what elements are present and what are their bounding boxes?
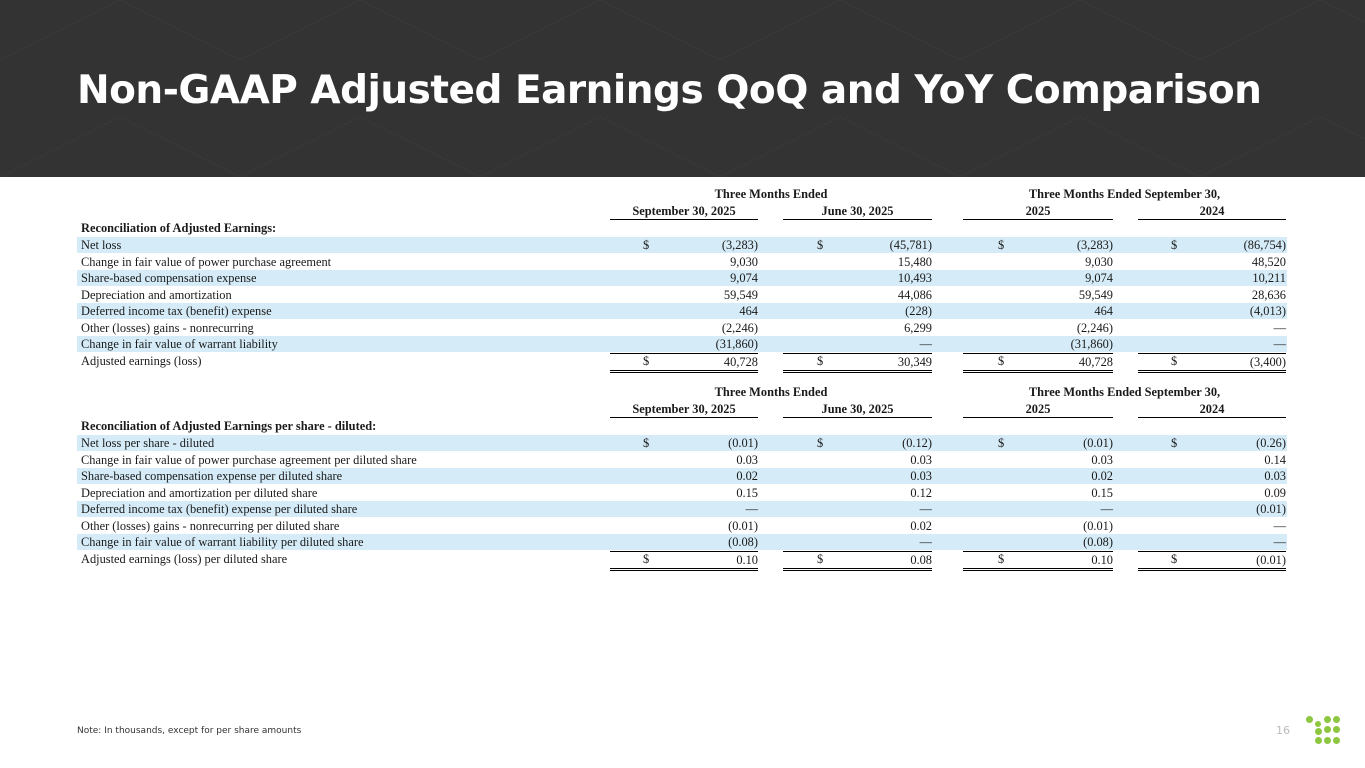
value-cell: —	[1273, 535, 1286, 549]
column-header: September 30, 2025	[610, 203, 758, 220]
row-label: Share-based compensation expense	[81, 271, 257, 285]
page-title: Non-GAAP Adjusted Earnings QoQ and YoY Comparison	[77, 68, 1262, 113]
column-header: 2024	[1138, 401, 1286, 418]
row-label: Adjusted earnings (loss) per diluted share	[81, 551, 288, 566]
value-cell: (86,754)	[1243, 238, 1286, 252]
currency-symbol: $	[643, 436, 650, 450]
column-header: 2024	[1138, 203, 1286, 220]
value-cell: —	[919, 535, 932, 549]
value-cell: (45,781)	[889, 238, 932, 252]
value-cell: 9,074	[1085, 271, 1113, 285]
currency-symbol: $	[1171, 436, 1178, 450]
company-logo	[1306, 716, 1340, 744]
value-cell: (0.01)	[1083, 436, 1113, 450]
value-cell: (4,013)	[1249, 304, 1286, 318]
row-label: Other (losses) gains - nonrecurring per diluted share	[81, 518, 340, 533]
value-cell: —	[1273, 320, 1286, 335]
value-cell: 59,549	[1078, 287, 1113, 302]
value-cell: 0.12	[910, 485, 932, 500]
value-cell: (0.12)	[902, 436, 932, 450]
section-label: Reconciliation of Adjusted Earnings:	[81, 221, 277, 235]
column-header: June 30, 2025	[783, 401, 932, 418]
row-label: Change in fair value of warrant liability per diluted share	[81, 535, 364, 549]
value-cell: (3,283)	[1076, 238, 1113, 252]
value-cell: 44,086	[897, 287, 932, 302]
value-cell: 15,480	[897, 254, 932, 269]
value-cell: (31,860)	[715, 337, 758, 351]
value-cell: 0.03	[1091, 452, 1113, 467]
value-cell: 464	[1094, 304, 1113, 318]
currency-symbol: $	[1171, 238, 1178, 252]
currency-symbol: $	[643, 551, 650, 566]
value-cell: 59,549	[723, 287, 758, 302]
page-number: 16	[1276, 724, 1290, 737]
value-cell: 40,728	[610, 353, 758, 373]
value-cell: 48,520	[1251, 254, 1286, 269]
value-cell: (0.01)	[1083, 518, 1113, 533]
currency-symbol: $	[817, 238, 824, 252]
group-header: Three Months Ended September 30,	[1028, 385, 1221, 399]
currency-symbol: $	[643, 238, 650, 252]
value-cell: —	[745, 502, 758, 516]
value-cell: (0.01)	[728, 436, 758, 450]
group-header: Three Months Ended	[714, 187, 828, 201]
value-cell: (2,246)	[1076, 320, 1113, 335]
value-cell: 9,074	[730, 271, 758, 285]
row-label: Change in fair value of warrant liability	[81, 337, 278, 351]
value-cell: —	[1273, 518, 1286, 533]
value-cell: 28,636	[1251, 287, 1286, 302]
value-cell: 9,030	[730, 254, 758, 269]
value-cell: (0.08)	[1083, 535, 1113, 549]
currency-symbol: $	[998, 436, 1005, 450]
currency-symbol: $	[1171, 551, 1178, 566]
currency-symbol: $	[817, 436, 824, 450]
value-cell: 10,493	[897, 271, 932, 285]
row-label: Net loss	[81, 238, 122, 252]
group-header: Three Months Ended September 30,	[1028, 187, 1221, 201]
value-cell: (0.01)	[728, 518, 758, 533]
row-label: Depreciation and amortization	[81, 287, 232, 302]
value-cell: 30,349	[783, 353, 932, 373]
currency-symbol: $	[998, 353, 1005, 368]
value-cell: 0.15	[736, 485, 758, 500]
footnote: Note: In thousands, except for per share amounts	[77, 726, 302, 736]
currency-symbol: $	[998, 238, 1005, 252]
value-cell: —	[919, 337, 932, 351]
value-cell: (0.01)	[1138, 551, 1286, 571]
value-cell: (0.01)	[1256, 502, 1286, 516]
currency-symbol: $	[643, 353, 650, 368]
value-cell: —	[1100, 502, 1113, 516]
value-cell: 6,299	[904, 320, 932, 335]
column-header: September 30, 2025	[610, 401, 758, 418]
value-cell: (0.26)	[1256, 436, 1286, 450]
value-cell: 0.03	[1264, 469, 1286, 483]
column-header: 2025	[963, 401, 1113, 418]
value-cell: (31,860)	[1070, 337, 1113, 351]
currency-symbol: $	[817, 551, 824, 566]
currency-symbol: $	[998, 551, 1005, 566]
value-cell: 0.15	[1091, 485, 1113, 500]
currency-symbol: $	[1171, 353, 1178, 368]
column-header: June 30, 2025	[783, 203, 932, 220]
value-cell: 9,030	[1085, 254, 1113, 269]
value-cell: (3,400)	[1138, 353, 1286, 373]
row-label: Deferred income tax (benefit) expense	[81, 304, 272, 318]
row-label: Deferred income tax (benefit) expense per diluted share	[81, 502, 358, 516]
title-banner	[0, 0, 1365, 177]
value-cell: (228)	[905, 304, 932, 318]
row-label: Change in fair value of power purchase agreement per diluted share	[81, 452, 417, 467]
currency-symbol: $	[817, 353, 824, 368]
value-cell: 0.03	[910, 452, 932, 467]
value-cell: —	[1273, 337, 1286, 351]
group-header: Three Months Ended	[714, 385, 828, 399]
row-label: Change in fair value of power purchase agreement	[81, 254, 332, 269]
value-cell: 0.02	[736, 469, 758, 483]
row-label: Net loss per share - diluted	[81, 436, 215, 450]
value-cell: 0.09	[1264, 485, 1286, 500]
value-cell: (0.08)	[728, 535, 758, 549]
row-label: Share-based compensation expense per diluted share	[81, 469, 343, 483]
value-cell: (2,246)	[721, 320, 758, 335]
row-label: Depreciation and amortization per diluted share	[81, 485, 318, 500]
section-label: Reconciliation of Adjusted Earnings per share - diluted:	[81, 419, 377, 433]
row-label: Other (losses) gains - nonrecurring	[81, 320, 254, 335]
value-cell: 0.14	[1264, 452, 1286, 467]
value-cell: 10,211	[1252, 271, 1286, 285]
value-cell: 0.10	[963, 551, 1113, 571]
value-cell: 464	[739, 304, 758, 318]
value-cell: 0.03	[910, 469, 932, 483]
row-label: Adjusted earnings (loss)	[81, 353, 202, 368]
value-cell: 0.02	[910, 518, 932, 533]
value-cell: 0.03	[736, 452, 758, 467]
value-cell: (3,283)	[721, 238, 758, 252]
column-header: 2025	[963, 203, 1113, 220]
value-cell: 0.02	[1091, 469, 1113, 483]
value-cell: —	[919, 502, 932, 516]
value-cell: 40,728	[963, 353, 1113, 373]
value-cell: 0.10	[610, 551, 758, 571]
value-cell: 0.08	[783, 551, 932, 571]
